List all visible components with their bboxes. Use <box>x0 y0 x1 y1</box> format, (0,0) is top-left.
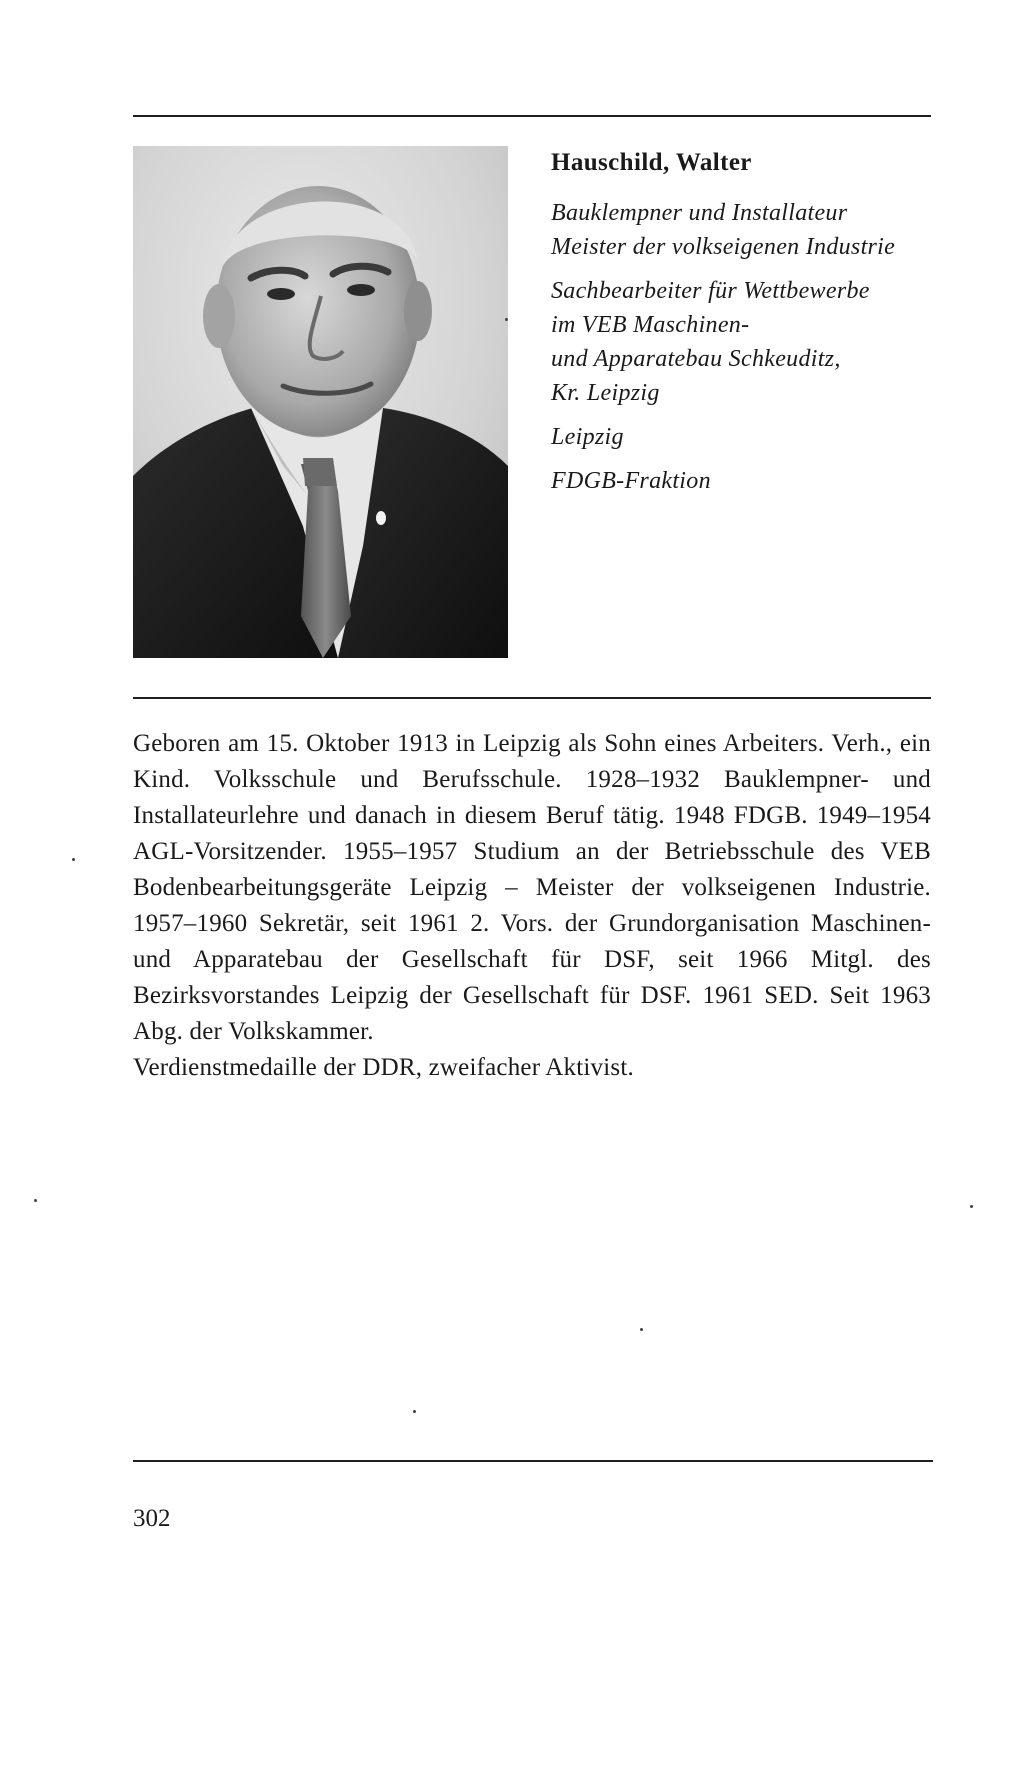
position-line: Sachbearbeiter für Wettbewerbe <box>551 278 870 304</box>
position-line: Kr. Leipzig <box>551 380 660 406</box>
awards-paragraph: Verdienstmedaille der DDR, zweifacher Aktivist. <box>133 1054 634 1081</box>
position <box>551 274 931 410</box>
scan-speck <box>413 1410 416 1413</box>
scan-speck <box>34 1199 37 1202</box>
footer-rule <box>133 1460 933 1462</box>
constituency: Leipzig <box>551 424 624 450</box>
faction: FDGB-Fraktion <box>551 468 711 494</box>
page-number: 302 <box>133 1505 171 1532</box>
scan-speck <box>72 858 75 861</box>
occupation <box>551 196 931 264</box>
scan-speck <box>505 318 508 321</box>
biography <box>133 726 931 1086</box>
scan-speck <box>640 1328 643 1331</box>
biography-paragraph: Geboren am 15. Oktober 1913 in Leipzig als Sohn eines Arbeiters. Verh., ein Kind. Volksschule und Berufsschule. 1928–1932 Bauklempner- und Installateurlehre und danach in diesem Beruf tätig. 1948 FDGB. 1949–1954 AGL-Vorsitzender. 1955–1957 Studium an der Betriebsschule des VEB Bodenbearbeitungsgeräte Leipzig – Meister der volkseigenen Industrie. 1957–1960 Sekretär, seit 1961 2. Vors. der Grundorganisation Maschinen- und Apparatebau der Gesellschaft für DSF, seit 1966 Mitgl. des Bezirksvorstandes Leipzig der Gesellschaft für DSF. 1961 SED. Seit 1963 Abg. der Volkskammer. <box>133 730 931 1045</box>
scan-speck <box>970 1205 973 1208</box>
position-line: im VEB Maschinen- <box>551 312 750 338</box>
person-name: Hauschild, Walter <box>551 149 752 176</box>
top-rule <box>133 115 931 117</box>
portrait-photo <box>133 146 508 658</box>
section-rule <box>133 697 931 699</box>
portrait-photo-icon <box>133 146 508 658</box>
entry-header <box>551 146 931 508</box>
occupation-line: Meister der volkseigenen Industrie <box>551 234 896 260</box>
occupation-line: Bauklempner und Installateur <box>551 200 848 226</box>
position-line: und Apparatebau Schkeuditz, <box>551 346 841 372</box>
